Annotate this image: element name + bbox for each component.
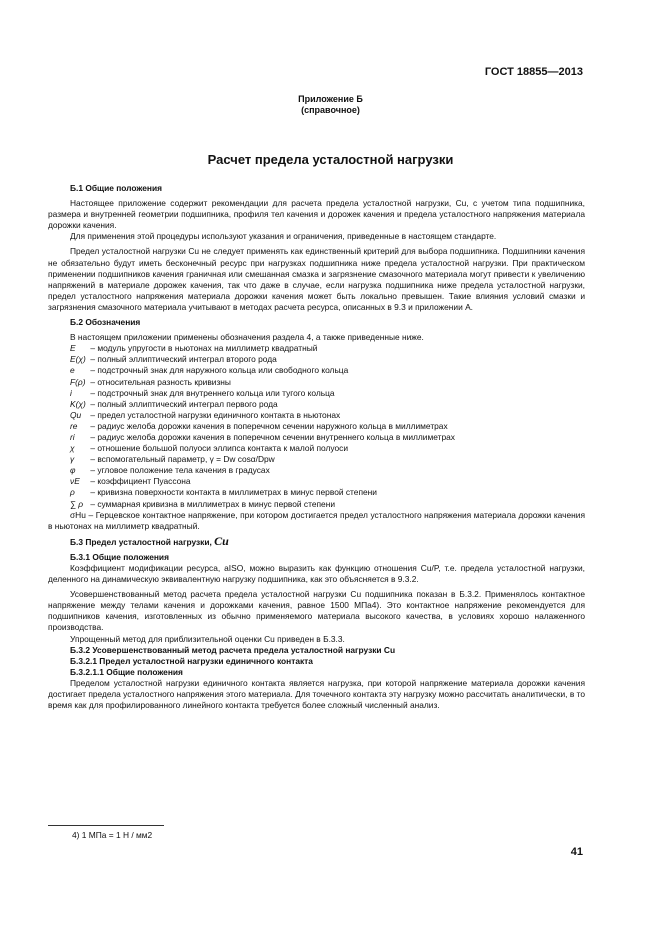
symbol-term: νE	[70, 476, 80, 487]
symbol-row	[48, 421, 585, 432]
symbol-description: – относительная разность кривизны	[90, 376, 231, 387]
symbol-row	[48, 343, 585, 354]
paragraph: Для применения этой процедуры используют указания и ограничения, приведенные в настоящем стандарте.	[70, 231, 497, 242]
symbol-row	[48, 487, 585, 498]
cu-symbol: Cu	[214, 533, 229, 548]
appendix-subtitle: (справочное)	[301, 105, 360, 115]
paragraph: σHu – Герцевское контактное напряжение, при котором достигается предел усталостного напряжения материала дорожки качения в ньютонах на миллиметр квадратный.	[48, 509, 585, 531]
symbol-row	[48, 432, 585, 443]
paragraph: Упрощенный метод для приблизительной оценки Cu приведен в Б.3.3.	[70, 633, 345, 644]
symbol-row	[48, 443, 585, 454]
symbol-term: Qu	[70, 409, 82, 420]
symbol-row	[48, 365, 585, 376]
page-number: 41	[570, 846, 583, 858]
symbol-description: – вспомогательный параметр, γ = Dw cosα/Dpw	[90, 454, 275, 465]
symbol-description: – подстрочный знак для внутреннего кольца или тугого кольца	[90, 387, 335, 398]
footnote: 4) 1 МПа = 1 Н / мм2	[72, 830, 153, 840]
symbol-description: – полный эллиптический интеграл второго рода	[90, 354, 277, 365]
symbol-term: γ	[70, 454, 75, 465]
symbol-description: – предел усталостной нагрузки единичного контакта в ньютонах	[90, 409, 341, 420]
symbol-description: – угловое положение тела качения в градусах	[90, 465, 270, 476]
symbol-term: F(ρ)	[70, 376, 86, 387]
symbol-term: ∑ ρ	[70, 498, 84, 509]
paragraph: Коэффициент модификации ресурса, aISO, можно выразить как функцию отношения Cu/P, т.е. предела усталостной нагрузки, деленного на динамическую эквивалентную нагрузку подшипника, как это объясняется в 9.3.2.	[48, 563, 585, 585]
paragraph: Пределом усталостной нагрузки единичного контакта является нагрузка, при которой напряжение материала дорожки качения достигает предела усталостного напряжения этого материала. Для точечного контакта эту нагрузку можно рассчитать аналитически, в то время как для профилированного линейного контакта требуется более сложный численный анализ.	[48, 677, 585, 711]
symbol-term: re	[70, 420, 78, 431]
footnote-divider	[48, 825, 164, 826]
symbol-term: i	[70, 387, 72, 398]
appendix-header	[0, 94, 661, 116]
section-b1-heading: Б.1 Общие положения	[70, 183, 162, 193]
symbol-description: – полный эллиптический интеграл первого рода	[90, 398, 278, 409]
symbol-row	[48, 465, 585, 476]
section-b3211-heading: Б.3.2.1.1 Общие положения	[70, 666, 183, 677]
symbol-description: – подстрочный знак для наружного кольца или свободного кольца	[90, 365, 349, 376]
symbol-row	[48, 410, 585, 421]
symbol-term: ρ	[70, 487, 75, 498]
symbol-description: – суммарная кривизна в миллиметрах в минус первой степени	[90, 498, 336, 509]
document-body	[48, 183, 585, 711]
section-b2-heading: Б.2 Обозначения	[70, 317, 141, 328]
section-b3-heading	[48, 533, 585, 548]
symbol-description: – кривизна поверхности контакта в миллиметрах в минус первой степени	[90, 487, 377, 498]
symbol-term: ri	[70, 431, 75, 442]
page-title: Расчет предела усталостной нагрузки	[207, 152, 454, 167]
paragraph: Настоящее приложение содержит рекомендации для расчета предела усталостной нагрузки, Cu, с учетом типа подшипника, размера и внутренней геометрии подшипника, профиля тел качения и дорожек качения и предела усталостного напряжения материала дорожки качения.	[48, 198, 585, 231]
symbol-term: E	[70, 343, 76, 354]
symbol-term: e	[70, 365, 75, 376]
symbol-term: χ	[70, 443, 75, 454]
paragraph: Усовершенствованный метод расчета предела усталостной нагрузки Cu подшипника показан в Б.3.2. Применялось контактное напряжение между телами качения и дорожками качения, равное 1500 МПа4). Это контактное напряжение рекомендуется для подшипников качения, изготовленных из обычно применяемого материала высокого качества, в условиях хорошо налаженного производства.	[48, 589, 585, 633]
symbol-row	[48, 476, 585, 487]
symbol-row	[48, 399, 585, 410]
section-b31-heading: Б.3.1 Общие положения	[70, 551, 169, 562]
symbol-row	[48, 454, 585, 465]
section-b32-heading: Б.3.2 Усовершенствованный метод расчета предела усталостной нагрузки Cu	[70, 644, 396, 655]
symbol-row	[48, 377, 585, 388]
paragraph: Предел усталостной нагрузки Cu не следует применять как единственный критерий для выбора подшипника. Подшипники качения не обязательно будут иметь бесконечный ресурс при нагрузках подшипника ниже предела усталостной нагрузки. При практическом применении подшипников качения граничная или смешанная смазка и загрязнение смазочного материала могут привести к увеличению напряжений в материале дорожек качения, так что даже в случае, если нагрузка подшипника ниже предела усталостной нагрузки, предел усталостного напряжения материала дорожки качения может быть локально превышен. Такие влияния условий смазки и загрязнения смазочного материала учитывают в методах расчета ресурса, описанных в 9.3 и приложении А.	[48, 246, 585, 312]
section-b3-heading-text: Б.3 Предел усталостной нагрузки,	[70, 536, 212, 547]
symbol-term: K(χ)	[70, 398, 86, 409]
symbol-description: – коэффициент Пуассона	[90, 476, 191, 487]
symbol-row	[48, 388, 585, 399]
symbol-description: – отношение большой полуоси эллипса контакта к малой полуоси	[90, 443, 349, 454]
section-b321-heading: Б.3.2.1 Предел усталостной нагрузки единичного контакта	[70, 655, 313, 666]
symbol-description: – радиус желоба дорожки качения в поперечном сечении внутреннего кольца в миллиметрах	[90, 431, 455, 442]
standard-number: ГОСТ 18855—2013	[484, 66, 583, 78]
symbol-row	[48, 354, 585, 365]
symbol-description: – радиус желоба дорожки качения в поперечном сечении наружного кольца в миллиметрах	[90, 420, 448, 431]
symbol-list	[48, 343, 585, 509]
symbol-row	[48, 499, 585, 510]
symbol-description: – модуль упругости в ньютонах на миллиметр квадратный	[90, 343, 318, 354]
appendix-title: Приложение Б	[298, 94, 363, 104]
symbol-term: E(χ)	[70, 354, 86, 365]
paragraph: В настоящем приложении применены обозначения раздела 4, а также приведенные ниже.	[70, 332, 424, 343]
symbol-term: φ	[70, 465, 76, 476]
